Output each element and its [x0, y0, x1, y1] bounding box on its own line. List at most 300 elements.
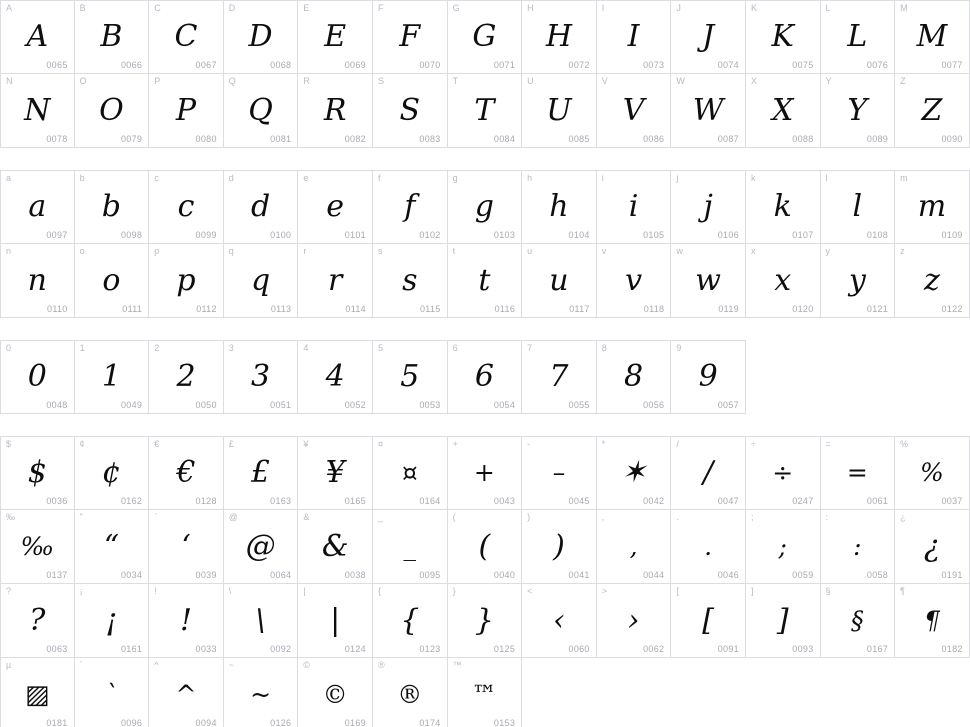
- char-cell-label: W: [676, 76, 686, 86]
- char-cell-code: 0063: [46, 644, 68, 654]
- char-cell-code: 0036: [46, 496, 68, 506]
- char-cell-label: 2: [154, 343, 160, 353]
- char-cell-glyph: v: [625, 262, 643, 298]
- char-cell-code: 0101: [344, 230, 366, 240]
- char-cell[interactable]: [821, 584, 896, 658]
- char-cell[interactable]: [448, 584, 523, 658]
- char-cell-code: 0121: [866, 304, 889, 314]
- char-cell[interactable]: [224, 436, 299, 510]
- char-cell-glyph: 1: [101, 359, 121, 394]
- char-cell-glyph: ¶: [923, 605, 940, 635]
- char-cell[interactable]: [522, 436, 597, 510]
- char-cell-label: q: [228, 246, 234, 256]
- block-separator: [0, 414, 970, 436]
- char-cell-label: F: [377, 3, 384, 13]
- char-cell-label: R: [303, 76, 311, 86]
- char-cell-glyph: {: [400, 602, 420, 638]
- char-cell-code: 0119: [718, 304, 739, 314]
- char-cell[interactable]: [149, 436, 224, 510]
- char-cell[interactable]: [298, 340, 373, 414]
- char-cell-code: 0114: [345, 304, 366, 314]
- char-cell-code: 0165: [344, 496, 366, 506]
- block-separator: [0, 318, 970, 340]
- char-cell-label: Z: [900, 76, 906, 86]
- char-cell[interactable]: [0, 340, 75, 414]
- char-cell[interactable]: [0, 170, 75, 244]
- char-cell[interactable]: [0, 510, 75, 584]
- char-cell-glyph: ^: [175, 679, 197, 709]
- char-cell-label: x: [750, 246, 756, 256]
- char-cell-code: 0167: [866, 644, 889, 654]
- char-cell[interactable]: [671, 244, 746, 318]
- char-block-symbols-and-punctuation: [0, 436, 970, 727]
- char-cell-glyph: R: [323, 92, 347, 128]
- char-cell-code: 0104: [568, 230, 590, 240]
- char-cell[interactable]: [448, 0, 523, 74]
- char-cell[interactable]: [373, 510, 448, 584]
- char-cell-glyph: W: [692, 92, 724, 128]
- char-cell[interactable]: [597, 340, 672, 414]
- char-cell[interactable]: [522, 0, 597, 74]
- char-cell-label: B: [79, 3, 86, 13]
- char-cell-glyph: e: [326, 189, 345, 224]
- char-cell-code: 0118: [643, 304, 665, 314]
- char-cell[interactable]: [746, 510, 821, 584]
- char-cell-label: r: [303, 246, 307, 256]
- char-cell[interactable]: [224, 244, 299, 318]
- char-cell-label: b: [79, 173, 85, 183]
- char-cell[interactable]: [0, 584, 75, 658]
- char-cell-label: ): [527, 512, 531, 522]
- char-cell[interactable]: [149, 658, 224, 727]
- char-cell-code: 0052: [344, 400, 366, 410]
- char-cell[interactable]: [75, 170, 150, 244]
- char-cell-glyph: k: [773, 189, 792, 224]
- char-cell-code: 0080: [195, 134, 217, 144]
- char-cell[interactable]: [448, 436, 523, 510]
- char-cell-code: 0094: [195, 718, 217, 727]
- char-cell[interactable]: [75, 584, 150, 658]
- char-cell-label: ÷: [750, 439, 757, 449]
- char-cell[interactable]: [671, 584, 746, 658]
- char-cell-glyph: ✶: [620, 455, 647, 490]
- char-cell-code: 0105: [643, 230, 665, 240]
- char-cell-code: 0111: [122, 304, 143, 314]
- char-cell-code: 0056: [643, 400, 665, 410]
- char-cell-code: 0068: [270, 60, 292, 70]
- char-cell-label: f: [377, 173, 381, 183]
- char-cell-label: -: [527, 439, 531, 449]
- char-cell-glyph: B: [100, 19, 123, 54]
- char-cell[interactable]: [597, 170, 672, 244]
- char-cell-code: 0062: [643, 644, 665, 654]
- char-cell-code: 0049: [120, 400, 143, 410]
- char-cell-label: §: [825, 586, 831, 596]
- char-cell-glyph: l: [852, 189, 863, 224]
- char-cell[interactable]: [149, 584, 224, 658]
- char-cell[interactable]: [746, 74, 821, 148]
- char-cell-label: A: [6, 3, 13, 13]
- char-cell-label: p: [154, 246, 160, 256]
- char-cell-code: 0033: [195, 644, 217, 654]
- char-cell-label: >: [601, 586, 608, 596]
- char-cell[interactable]: [522, 170, 597, 244]
- char-cell-glyph: !: [179, 602, 193, 638]
- char-cell-glyph: h: [549, 189, 569, 224]
- char-cell[interactable]: [149, 510, 224, 584]
- char-cell-label: @: [228, 512, 239, 522]
- char-cell-code: 0065: [46, 60, 68, 70]
- char-cell[interactable]: [298, 436, 373, 510]
- char-cell[interactable]: [746, 436, 821, 510]
- char-cell[interactable]: [75, 510, 150, 584]
- char-cell[interactable]: [75, 658, 150, 727]
- char-cell-glyph: ¡: [105, 602, 118, 638]
- char-cell-glyph: ¿: [923, 528, 940, 564]
- char-cell[interactable]: [0, 0, 75, 74]
- char-cell[interactable]: [75, 340, 150, 414]
- char-cell[interactable]: [522, 584, 597, 658]
- char-cell[interactable]: [224, 658, 299, 727]
- char-cell[interactable]: [224, 510, 299, 584]
- char-cell-glyph: ): [553, 528, 565, 564]
- char-cell-glyph: ¥: [325, 455, 345, 490]
- char-cell-label: _: [377, 512, 384, 522]
- char-cell-glyph: X: [772, 92, 794, 128]
- char-cell-glyph: [: [702, 602, 714, 638]
- char-cell-code: 0169: [344, 718, 366, 727]
- char-cell[interactable]: [671, 436, 746, 510]
- char-cell-glyph: ™: [471, 679, 497, 709]
- char-block-uppercase-letters: [0, 0, 970, 148]
- char-cell-label: ¡: [79, 586, 83, 596]
- char-cell-code: 0086: [643, 134, 665, 144]
- char-cell[interactable]: [522, 340, 597, 414]
- char-cell-label: 6: [452, 343, 458, 353]
- char-cell[interactable]: [895, 584, 970, 658]
- char-cell[interactable]: [149, 0, 224, 74]
- char-cell-glyph: 0: [27, 359, 47, 394]
- char-cell-glyph: p: [176, 262, 196, 298]
- char-cell[interactable]: [671, 74, 746, 148]
- char-cell[interactable]: [224, 74, 299, 148]
- char-cell[interactable]: [746, 584, 821, 658]
- char-cell-label: |: [303, 586, 306, 596]
- char-cell-glyph: f: [404, 189, 416, 224]
- char-cell[interactable]: [224, 0, 299, 74]
- char-cell-label: ]: [750, 586, 754, 596]
- char-cell-glyph: ¤: [401, 458, 418, 487]
- char-cell[interactable]: [448, 510, 523, 584]
- char-cell-glyph: A: [26, 19, 49, 54]
- char-cell-glyph: D: [248, 19, 273, 54]
- char-cell-glyph: N: [24, 92, 51, 128]
- char-cell-glyph: 8: [624, 359, 644, 394]
- char-cell-glyph: x: [774, 262, 792, 298]
- char-cell[interactable]: [298, 0, 373, 74]
- char-cell[interactable]: [448, 340, 523, 414]
- char-cell[interactable]: [298, 510, 373, 584]
- char-cell-code: 0037: [941, 496, 963, 506]
- char-cell-code: 0041: [568, 570, 590, 580]
- char-cell-glyph: ¢: [101, 455, 121, 490]
- char-cell-label: t: [452, 246, 456, 256]
- char-cell-code: 0034: [120, 570, 143, 580]
- char-cell[interactable]: [821, 74, 896, 148]
- char-cell-glyph: +: [473, 458, 495, 487]
- char-cell[interactable]: [821, 0, 896, 74]
- char-cell-code: 0040: [493, 570, 516, 580]
- char-cell[interactable]: [597, 244, 672, 318]
- char-cell[interactable]: [821, 510, 896, 584]
- char-cell-label: 8: [601, 343, 607, 353]
- char-cell[interactable]: [373, 584, 448, 658]
- char-cell-code: 0113: [270, 304, 292, 314]
- char-cell-code: 0084: [493, 134, 516, 144]
- char-cell-code: 0077: [941, 60, 963, 70]
- char-cell[interactable]: [298, 244, 373, 318]
- char-cell-glyph: S: [399, 92, 421, 128]
- char-cell-label: h: [527, 173, 533, 183]
- char-cell-glyph: b: [101, 189, 121, 224]
- char-cell-label: w: [676, 246, 684, 256]
- char-block-lowercase-letters: [0, 170, 970, 318]
- char-cell-glyph: s: [402, 262, 418, 298]
- char-cell-label: ¶: [900, 586, 906, 596]
- char-cell[interactable]: [522, 74, 597, 148]
- char-cell[interactable]: [597, 584, 672, 658]
- char-cell-label: z: [900, 246, 905, 256]
- char-cell-code: 0072: [568, 60, 590, 70]
- char-cell-label: D: [228, 3, 236, 13]
- char-cell-label: K: [750, 3, 758, 13]
- char-cell[interactable]: [298, 170, 373, 244]
- char-cell-glyph: i: [628, 189, 639, 224]
- char-cell[interactable]: [746, 0, 821, 74]
- char-cell[interactable]: [895, 170, 970, 244]
- char-cell-label: J: [676, 3, 682, 13]
- char-cell-label: µ: [6, 660, 12, 670]
- char-cell[interactable]: [0, 436, 75, 510]
- char-cell-glyph: u: [549, 262, 569, 298]
- char-cell[interactable]: [75, 436, 150, 510]
- char-cell[interactable]: [448, 170, 523, 244]
- char-cell-code: 0057: [717, 400, 739, 410]
- char-cell[interactable]: [75, 0, 150, 74]
- char-cell-code: 0191: [941, 570, 963, 580]
- char-cell-glyph: =: [846, 458, 868, 487]
- char-cell-code: 0137: [46, 570, 68, 580]
- char-cell[interactable]: [75, 74, 150, 148]
- char-cell-code: 0060: [568, 644, 590, 654]
- char-cell[interactable]: [149, 170, 224, 244]
- char-cell[interactable]: [373, 244, 448, 318]
- char-cell-code: 0053: [419, 400, 441, 410]
- char-cell-label: ‰: [6, 512, 16, 522]
- char-cell[interactable]: [671, 170, 746, 244]
- char-cell[interactable]: [448, 74, 523, 148]
- char-cell-glyph: ©: [322, 679, 348, 709]
- char-cell[interactable]: [895, 74, 970, 148]
- char-cell-glyph: 2: [176, 359, 196, 394]
- char-cell-code: 0125: [493, 644, 516, 654]
- char-cell-label: s: [377, 246, 383, 256]
- char-cell[interactable]: [224, 340, 299, 414]
- char-cell-code: 0109: [941, 230, 963, 240]
- char-cell-glyph: G: [472, 19, 497, 54]
- char-cell[interactable]: [0, 658, 75, 727]
- char-cell[interactable]: [895, 0, 970, 74]
- char-cell[interactable]: [298, 658, 373, 727]
- char-cell-label: %: [900, 439, 909, 449]
- char-cell-glyph: c: [177, 189, 195, 224]
- char-cell[interactable]: [597, 0, 672, 74]
- char-cell-glyph: F: [399, 19, 421, 54]
- char-cell-code: 0089: [866, 134, 889, 144]
- char-cell-label: 4: [303, 343, 309, 353]
- char-cell-label: ,: [601, 512, 605, 522]
- char-cell[interactable]: [746, 170, 821, 244]
- char-cell-glyph: y: [848, 262, 866, 298]
- char-cell-label: ¿: [900, 512, 906, 522]
- char-cell[interactable]: [597, 510, 672, 584]
- char-cell-code: 0061: [866, 496, 889, 506]
- char-cell[interactable]: [373, 658, 448, 727]
- char-cell-label: v: [601, 246, 607, 256]
- char-cell-glyph: d: [250, 189, 271, 224]
- char-cell-glyph: g: [474, 189, 494, 224]
- char-cell-glyph: m: [917, 189, 947, 224]
- char-cell[interactable]: [746, 244, 821, 318]
- char-cell[interactable]: [895, 510, 970, 584]
- char-cell[interactable]: [597, 436, 672, 510]
- char-cell[interactable]: [75, 244, 150, 318]
- char-cell-glyph: 9: [698, 359, 718, 394]
- char-cell-glyph: %: [920, 458, 944, 487]
- char-cell-code: 0039: [195, 570, 217, 580]
- char-cell-label: l: [825, 173, 828, 183]
- char-cell-glyph: }: [474, 602, 494, 638]
- char-cell[interactable]: [373, 436, 448, 510]
- char-cell-glyph: Z: [921, 92, 943, 128]
- char-cell-label: £: [228, 439, 234, 449]
- char-cell-glyph: T: [474, 92, 495, 128]
- char-cell-code: 0123: [419, 644, 441, 654]
- char-cell[interactable]: [298, 74, 373, 148]
- char-cell-glyph: ‘: [181, 528, 191, 564]
- char-cell-code: 0112: [196, 304, 217, 314]
- char-cell[interactable]: [821, 244, 896, 318]
- char-cell-glyph: M: [916, 19, 948, 54]
- char-cell[interactable]: [671, 0, 746, 74]
- char-cell-label: d: [228, 173, 234, 183]
- char-cell-label: [: [676, 586, 680, 596]
- char-cell-code: 0085: [568, 134, 590, 144]
- char-cell[interactable]: [224, 170, 299, 244]
- char-cell[interactable]: [149, 340, 224, 414]
- char-cell[interactable]: [298, 584, 373, 658]
- char-cell-glyph: C: [174, 19, 198, 54]
- char-cell[interactable]: [373, 74, 448, 148]
- char-cell-glyph: &: [321, 528, 349, 564]
- char-cell[interactable]: [448, 244, 523, 318]
- char-cell-glyph: €: [176, 455, 196, 490]
- char-cell-label: 3: [228, 343, 234, 353]
- char-cell-code: 0047: [717, 496, 739, 506]
- char-cell[interactable]: [448, 658, 523, 727]
- char-cell-glyph: Q: [248, 92, 273, 128]
- char-cell-label: k: [750, 173, 756, 183]
- char-cell-label: 0: [6, 343, 12, 353]
- char-cell[interactable]: [895, 436, 970, 510]
- char-cell-glyph: ▨: [25, 679, 50, 710]
- char-cell[interactable]: [895, 244, 970, 318]
- char-cell-code: 0091: [717, 644, 739, 654]
- char-cell[interactable]: [0, 74, 75, 148]
- char-cell[interactable]: [821, 170, 896, 244]
- char-cell[interactable]: [0, 244, 75, 318]
- char-cell-label: S: [377, 76, 385, 86]
- char-cell-glyph: |: [330, 602, 341, 638]
- char-cell-code: 0079: [120, 134, 143, 144]
- char-cell-label: y: [825, 246, 831, 256]
- char-cell-code: 0161: [120, 644, 143, 654]
- char-cell-label: 1: [79, 343, 85, 353]
- char-cell-label: `: [79, 660, 83, 670]
- char-cell[interactable]: [149, 74, 224, 148]
- char-cell[interactable]: [373, 170, 448, 244]
- char-cell-label: o: [79, 246, 85, 256]
- char-cell-label: ®: [377, 660, 385, 670]
- char-cell-code: 0081: [270, 134, 292, 144]
- char-cell-code: 0075: [792, 60, 814, 70]
- char-cell-code: 0042: [643, 496, 665, 506]
- char-cell[interactable]: [821, 436, 896, 510]
- char-cell-glyph: /: [703, 455, 714, 490]
- char-cell-label: `: [154, 512, 158, 522]
- char-cell-label: H: [527, 3, 534, 13]
- char-cell-label: :: [825, 512, 829, 522]
- char-cell[interactable]: [373, 340, 448, 414]
- char-cell[interactable]: [522, 510, 597, 584]
- char-cell-code: 0090: [941, 134, 963, 144]
- char-cell[interactable]: [224, 584, 299, 658]
- char-cell-code: 0093: [792, 644, 814, 654]
- char-cell-code: 0110: [47, 304, 68, 314]
- char-cell-label: ™: [452, 660, 462, 670]
- char-cell-glyph: ?: [29, 602, 46, 638]
- char-cell[interactable]: [671, 340, 746, 414]
- char-cell-label: *: [601, 439, 606, 449]
- char-cell[interactable]: [373, 0, 448, 74]
- char-cell[interactable]: [522, 244, 597, 318]
- char-cell[interactable]: [597, 74, 672, 148]
- char-cell-code: 0059: [792, 570, 814, 580]
- char-cell-glyph: `: [105, 679, 118, 709]
- char-cell-label: E: [303, 3, 310, 13]
- char-cell-glyph: £: [251, 455, 271, 490]
- char-cell-glyph: –: [552, 458, 566, 487]
- char-cell-label: g: [452, 173, 458, 183]
- char-cell-code: 0106: [717, 230, 739, 240]
- char-cell-code: 0074: [717, 60, 739, 70]
- char-cell[interactable]: [149, 244, 224, 318]
- char-cell[interactable]: [671, 510, 746, 584]
- char-cell-label: /: [676, 439, 680, 449]
- char-cell-code: 0181: [46, 718, 68, 727]
- char-cell-code: 0108: [866, 230, 889, 240]
- char-cell-glyph: H: [545, 19, 573, 54]
